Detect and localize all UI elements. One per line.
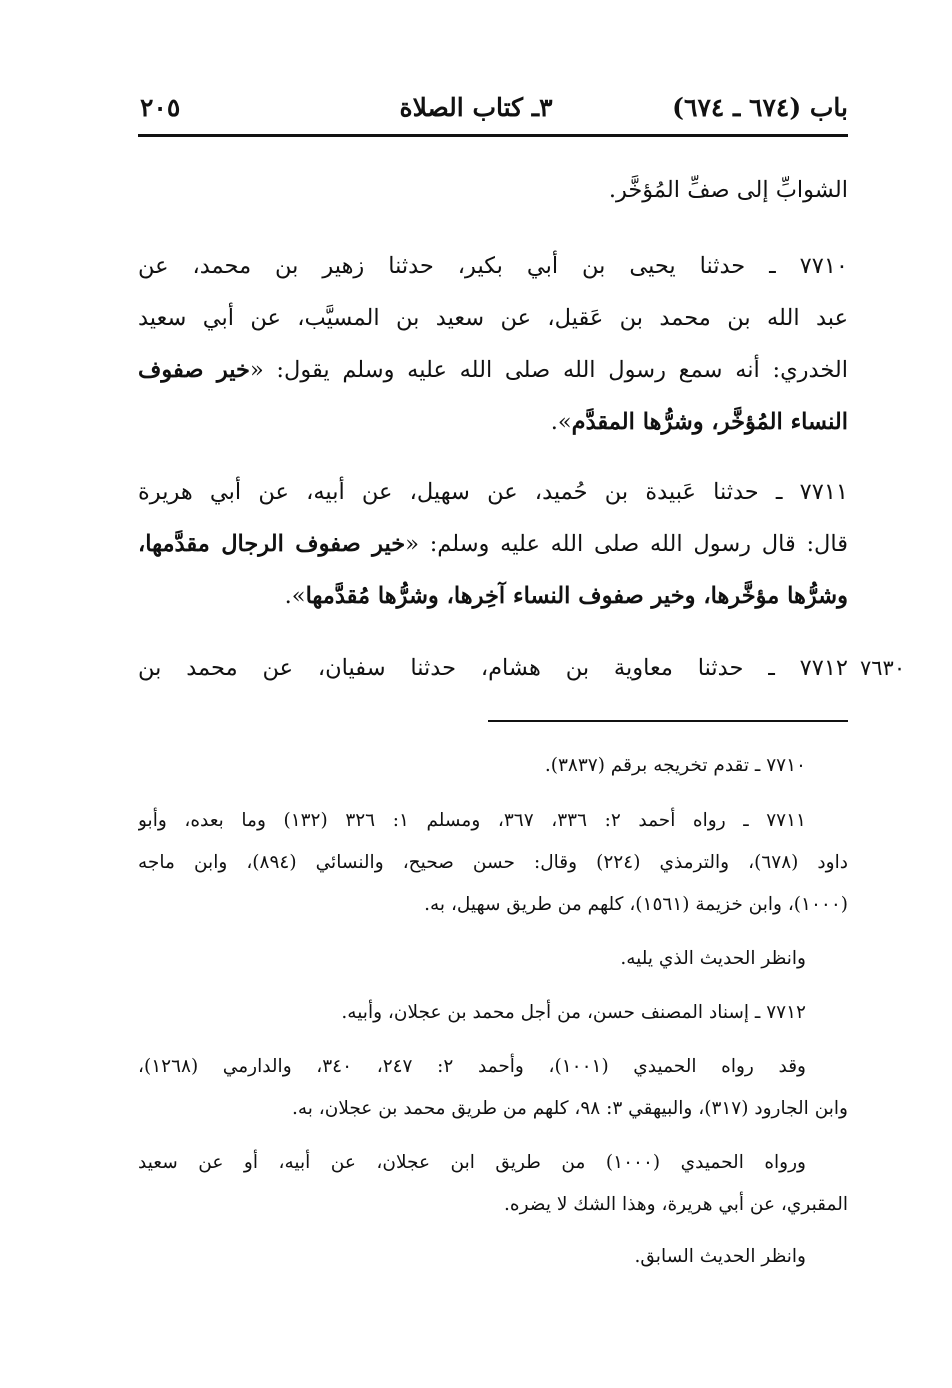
footnote-7712-sources [138,1046,848,1130]
hadith-7710-isnad-end: الخدري: أنه سمع رسول الله صلى الله عليه وسلم يقول: « [249,357,848,383]
chapter-header: باب (٦٧٤ ـ ٦٧٤) [672,93,848,122]
intro-paragraph [138,164,848,216]
margin-reference-number: ٧٦٣٠ [860,656,906,680]
footnote-7711-line-3: (١٠٠٠)، وابن خزيمة (١٥٦١)، كلهم من طريق سهيل، به. [424,894,848,915]
book-title: ٣ـ كتاب الصلاة [399,93,553,122]
footnote-7710 [138,745,848,787]
intro-line: الشوابِّ إلى صفِّ المُؤخَّر. [608,177,848,203]
hadith-7710-line-2: عبد الله بن محمد بن عَقيل، عن سعيد بن المسيَّب، عن أبي سعيد [138,305,848,331]
footnote-7711-see-line: وانظر الحديث الذي يليه. [620,948,806,969]
footnote-7711 [138,800,848,926]
page-number: ٢٠٥ [140,93,181,122]
hadith-7710-line-4 [138,396,848,448]
footnote-7712-line-1: ٧٧١٢ ـ إسناد المصنف حسن، من أجل محمد بن عجلان، وأبيه. [341,1002,806,1023]
footnote-7712 [138,992,848,1034]
footnote-7712-sources-line-1: وقد رواه الحميدي (١٠٠١)، وأحمد ٢: ٢٤٧، ٣٤٠، والدارمي (١٢٦٨)، [138,1056,806,1077]
footnote-7712-see-also [138,1236,848,1278]
footnote-7712-variant-line-2: المقبري، عن أبي هريرة، وهذا الشك لا يضره. [504,1194,848,1215]
hadith-7710 [138,240,848,448]
hadith-7711 [138,466,848,622]
hadith-7711-line-1: ٧٧١١ ـ حدثنا عَبيدة بن حُميد، عن سهيل، عن أبيه، عن أبي هريرة [138,479,848,505]
hadith-7710-line-3 [138,344,848,396]
hadith-7711-matn-end: وشرُّها مؤخَّرها، وخير صفوف النساء آخِرها، وشرُّها مُقدَّمها [305,583,848,609]
hadith-7711-close-quote: ». [284,583,306,609]
header-rule [138,134,848,137]
hadith-7711-matn-start: خير صفوف الرجال مقدَّمها، [138,531,406,557]
footnote-7712-see-line: وانظر الحديث السابق. [634,1246,806,1267]
footnote-rule [488,720,848,722]
hadith-7710-matn-start: خير صفوف [138,357,250,383]
hadith-7711-line-3 [138,570,848,622]
hadith-7712 [138,642,848,694]
hadith-7711-isnad-end: قال: قال رسول الله صلى الله عليه وسلم: « [405,531,848,557]
footnote-7712-sources-line-2: وابن الجارود (٣١٧)، والبيهقي ٣: ٩٨، كلهم من طريق محمد بن عجلان، به. [291,1098,848,1119]
footnote-7712-variant [138,1142,848,1226]
hadith-7712-line-1: ٧٧١٢ ـ حدثنا معاوية بن هشام، حدثنا سفيان، عن محمد بن [138,655,848,681]
footnote-7710-line: ٧٧١٠ ـ تقدم تخريجه برقم (٣٨٣٧). [544,755,806,776]
hadith-7710-line-1: ٧٧١٠ ـ حدثنا يحيى بن أبي بكير، حدثنا زهير بن محمد، عن [138,253,848,279]
hadith-7710-matn-end: النساء المُؤخَّر، وشرُّها المقدَّم [571,409,848,435]
footnote-7711-line-2: داود (٦٧٨)، والترمذي (٢٢٤) وقال: حسن صحيح، والنسائي (٨٩٤)، وابن ماجه [138,852,848,873]
footnote-7711-see-also [138,938,848,980]
footnote-7712-variant-line-1: ورواه الحميدي (١٠٠٠) من طريق ابن عجلان، عن أبيه، أو عن سعيد [138,1152,806,1173]
hadith-7711-line-2 [138,518,848,570]
footnote-7711-line-1: ٧٧١١ ـ رواه أحمد ٢: ٣٣٦، ٣٦٧، ومسلم ١: ٣٢٦ (١٣٢) وما بعده، وأبو [138,810,806,831]
hadith-7710-close-quote: ». [550,409,572,435]
